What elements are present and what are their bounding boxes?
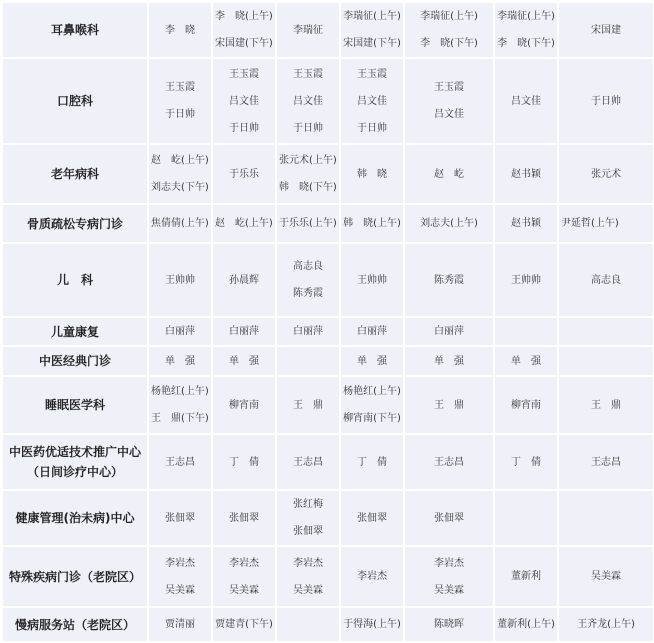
schedule-cell [495,145,557,203]
schedule-cell [213,3,275,57]
schedule-cell [495,244,557,316]
schedule-cell [277,59,339,143]
doctor-entry: 刘志夫(上午) [420,218,478,229]
schedule-cell [277,318,339,345]
schedule-cell [495,59,557,143]
doctor-entry: 宋国建(下午) [343,38,401,49]
doctor-entry: 柳宵南 [511,399,541,411]
schedule-cell [341,145,403,203]
doctor-entry: 白丽萍 [357,326,387,337]
department-name: 耳鼻喉科 [3,3,147,57]
doctor-entry: 赵 屹(上午) [215,218,273,229]
schedule-cell [495,347,557,375]
doctor-entry: 李岩杰 [293,557,323,569]
schedule-cell [559,244,653,316]
doctor-entry: 焦倩倩(上午) [151,218,209,229]
doctor-entry: 吕文佳 [293,95,323,107]
doctor-entry: 王 鼎 [591,399,621,411]
doctor-entry: 李岩杰 [165,557,195,569]
department-name: 健康管理(治未病)中心 [3,491,147,545]
doctor-entry: 白丽萍 [434,326,464,337]
schedule-cell [405,347,493,375]
doctor-entry: 王玉霞 [357,68,387,80]
schedule-cell [277,491,339,545]
doctor-entry: 王志昌 [165,456,195,468]
doctor-entry: 于日帅 [165,109,195,120]
doctor-entry: 张佃翠 [357,512,387,524]
doctor-entry: 柳宵南 [229,399,259,411]
doctor-entry: 宋国建 [591,24,621,36]
doctor-entry: 赵 屹(上午) [151,155,209,166]
schedule-cell [559,318,653,345]
doctor-entry: 李岩杰 [434,557,464,569]
schedule-cell [559,491,653,545]
doctor-entry: 白丽萍 [293,326,323,337]
schedule-cell [559,547,653,606]
doctor-entry: 吕文佳 [511,95,541,107]
doctor-entry: 李岩杰 [229,557,259,569]
doctor-entry: 韩 晓(上午) [343,218,401,229]
doctor-entry: 单 强 [434,355,464,367]
schedule-cell [559,608,653,641]
doctor-entry: 李 晓 [165,24,195,36]
doctor-entry: 陈晓晖 [434,619,464,630]
table-row [3,435,653,489]
department-name: 儿童康复 [3,318,147,345]
schedule-cell [213,347,275,375]
doctor-entry: 吕文佳 [434,109,464,120]
doctor-entry: 王玉霞 [293,68,323,80]
schedule-cell [495,547,557,606]
doctor-entry: 王帅帅 [511,274,541,286]
schedule-cell [341,435,403,489]
schedule-cell [559,347,653,375]
schedule-cell [149,347,211,375]
schedule-cell [559,435,653,489]
table-row [3,608,653,641]
schedule-cell [213,491,275,545]
doctor-entry: 吕文佳 [357,95,387,107]
table-row [3,145,653,203]
schedule-cell [559,59,653,143]
schedule-cell [405,244,493,316]
doctor-entry: 赵书颖 [511,218,541,229]
doctor-entry: 于日帅 [293,122,323,134]
schedule-cell [495,205,557,242]
schedule-cell [559,145,653,203]
doctor-entry: 单 强 [229,355,259,367]
doctor-entry: 张红梅 [293,499,323,510]
table-row [3,347,653,375]
doctor-entry: 丁 倩 [357,456,387,468]
doctor-entry: 张元术(上午) [279,155,337,166]
schedule-cell [149,59,211,143]
schedule-cell [277,244,339,316]
doctor-entry: 柳宵南(下午) [343,413,401,424]
doctor-entry: 李瑞征(上午) [420,11,478,22]
department-name: 老年病科 [3,145,147,203]
doctor-entry: 尹延哲(上午) [561,218,619,229]
doctor-entry: 董新利(上午) [497,619,555,630]
schedule-cell [341,3,403,57]
schedule-cell [341,547,403,606]
schedule-body [3,3,653,641]
doctor-entry: 杨艳红(上午) [343,386,401,397]
schedule-cell [495,608,557,641]
schedule-cell [341,59,403,143]
doctor-entry: 韩 晓(下午) [279,182,337,193]
doctor-entry: 宋国建(下午) [215,38,273,49]
doctor-entry: 刘志夫(下午) [151,182,209,193]
doctor-entry: 于乐乐 [229,168,259,180]
table-row [3,59,653,143]
doctor-entry: 贾清丽 [165,619,195,630]
schedule-cell [405,145,493,203]
doctor-entry: 单 强 [165,355,195,367]
schedule-cell [495,491,557,545]
table-row [3,244,653,316]
schedule-cell [341,491,403,545]
doctor-entry: 王帅帅 [165,274,195,286]
schedule-cell [149,318,211,345]
schedule-cell [405,59,493,143]
department-name: 睡眠医学科 [3,377,147,433]
doctor-entry: 王玉霞 [229,68,259,80]
schedule-cell [277,547,339,606]
doctor-entry: 于日帅 [229,122,259,134]
doctor-entry: 张佃翠 [229,512,259,524]
schedule-cell [559,205,653,242]
schedule-cell [405,377,493,433]
schedule-cell [405,318,493,345]
doctor-entry: 赵书颖 [511,168,541,180]
doctor-entry: 赵 屹 [434,168,464,180]
schedule-cell [213,244,275,316]
department-name: 儿 科 [3,244,147,316]
schedule-cell [405,205,493,242]
department-name: 骨质疏松专病门诊 [3,205,147,242]
table-row [3,547,653,606]
doctor-entry: 李瑞征(上午) [497,11,555,22]
table-row [3,3,653,57]
doctor-entry: 孙晨辉 [229,274,259,286]
doctor-entry: 王玉霞 [434,82,464,93]
doctor-entry: 单 强 [357,355,387,367]
schedule-cell [149,608,211,641]
doctor-entry: 贾建青(下午) [215,619,273,630]
schedule-cell [213,145,275,203]
doctor-entry: 陈秀霞 [434,274,464,286]
doctor-entry: 王 鼎 [293,399,323,411]
doctor-entry: 董新利 [511,571,541,582]
doctor-entry: 张佃翠 [293,526,323,537]
doctor-entry: 于日帅 [357,122,387,134]
schedule-cell [495,3,557,57]
doctor-entry: 吴美霖 [229,584,259,596]
schedule-cell [213,608,275,641]
department-name: 特殊疾病门诊（老院区） [3,547,147,606]
doctor-entry: 丁 倩 [229,456,259,468]
doctor-entry: 吕文佳 [229,95,259,107]
schedule-cell [405,547,493,606]
doctor-entry: 韩 晓 [357,168,387,180]
doctor-entry: 王 鼎(下午) [151,413,209,424]
doctor-entry: 李瑞征(上午) [343,11,401,22]
doctor-entry: 丁 倩 [511,456,541,468]
doctor-entry: 李 晓(下午) [497,38,555,49]
schedule-cell [149,244,211,316]
schedule-cell [277,347,339,375]
schedule-cell [149,3,211,57]
doctor-entry: 杨艳红(上午) [151,386,209,397]
doctor-entry: 张元术 [591,168,621,180]
schedule-cell [405,491,493,545]
schedule-cell [341,318,403,345]
doctor-entry: 吴美霖 [434,584,464,596]
department-name: 中医药优适技术推广中心（日间诊疗中心） [3,435,147,489]
schedule-cell [559,3,653,57]
schedule-cell [213,377,275,433]
doctor-entry: 于得海(上午) [343,619,401,630]
schedule-cell [149,205,211,242]
doctor-entry: 李瑞征 [293,24,323,36]
doctor-entry: 王齐龙(上午) [577,619,635,630]
schedule-cell [277,377,339,433]
doctor-entry: 于乐乐(上午) [279,218,337,229]
doctor-entry: 王志昌 [293,456,323,468]
table-row [3,491,653,545]
schedule-cell [495,435,557,489]
schedule-cell [149,377,211,433]
schedule-cell [213,59,275,143]
doctor-entry: 李 晓(上午) [215,11,273,22]
schedule-cell [405,3,493,57]
schedule-cell [405,608,493,641]
department-name: 中医经典门诊 [3,347,147,375]
schedule-cell [213,318,275,345]
schedule-cell [341,377,403,433]
schedule-cell [213,435,275,489]
schedule-cell [277,608,339,641]
schedule-cell [341,608,403,641]
schedule-cell [341,205,403,242]
doctor-entry: 陈秀霞 [293,288,323,299]
schedule-cell [405,435,493,489]
department-name: 口腔科 [3,59,147,143]
schedule-cell [341,347,403,375]
schedule-cell [277,435,339,489]
doctor-entry: 于日帅 [591,95,621,107]
schedule-cell [149,547,211,606]
schedule-cell [213,205,275,242]
schedule-cell [559,377,653,433]
doctor-entry: 白丽萍 [229,326,259,337]
doctor-entry: 高志良 [293,261,323,272]
doctor-entry: 吴美霖 [165,584,195,596]
department-name: 慢病服务站（老院区） [3,608,147,641]
doctor-entry: 李 晓(下午) [420,38,478,49]
schedule-cell [149,435,211,489]
schedule-cell [213,547,275,606]
doctor-entry: 单 强 [511,355,541,367]
doctor-entry: 张佃翠 [165,512,195,524]
doctor-entry: 张佃翠 [434,512,464,524]
table-row [3,205,653,242]
doctor-entry: 王帅帅 [357,274,387,286]
doctor-entry: 王志昌 [434,456,464,468]
schedule-cell [149,145,211,203]
doctor-entry: 白丽萍 [165,326,195,337]
doctor-entry: 王 鼎 [434,399,464,411]
schedule-cell [495,318,557,345]
doctor-entry: 吴美霖 [591,571,621,582]
schedule-cell [277,205,339,242]
doctor-entry: 王玉霞 [165,82,195,93]
table-row [3,318,653,345]
doctor-entry: 王志昌 [591,456,621,468]
schedule-table [1,1,654,643]
schedule-cell [495,377,557,433]
schedule-cell [277,145,339,203]
doctor-entry: 高志良 [591,274,621,286]
schedule-cell [149,491,211,545]
doctor-entry: 李岩杰 [357,571,387,582]
schedule-cell [277,3,339,57]
schedule-cell [341,244,403,316]
table-row [3,377,653,433]
doctor-entry: 吴美霖 [293,584,323,596]
